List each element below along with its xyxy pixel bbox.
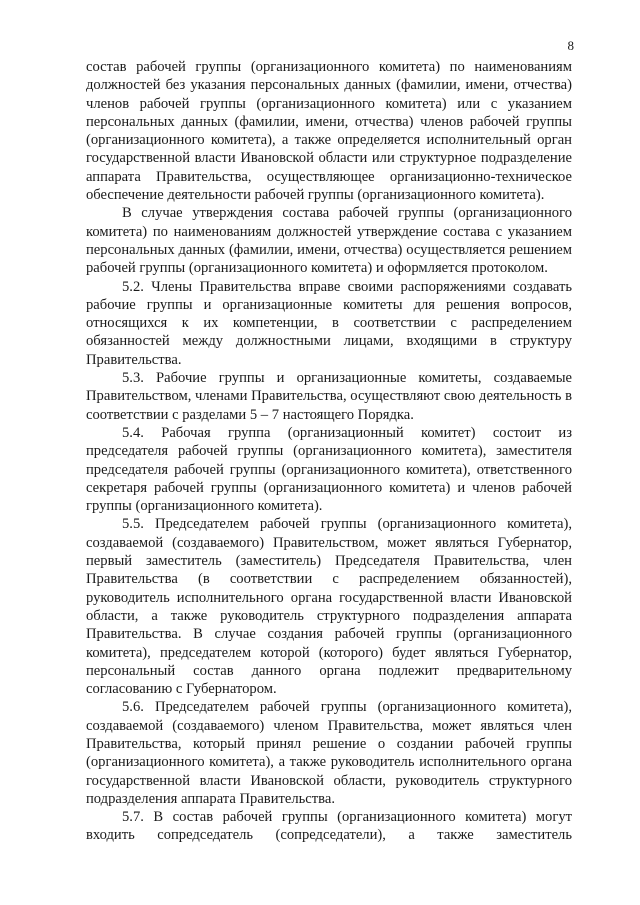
paragraph-approval: В случае утверждения состава рабочей группы (организационного комитета) по наименованиям должностей утверждение состава с указанием персональных данных (фамилии, имени, отчества) осуществляется решением рабочей группы (организационного комитета) и оформляется протоколом. [86,205,572,277]
page-number: 8 [567,38,574,53]
paragraph-5-7: 5.7. В состав рабочей группы (организационного комитета) могут входить сопредседатель (сопредседатели), а также заместитель [86,809,572,844]
paragraph-5-2: 5.2. Члены Правительства вправе своими распоряжениями создавать рабочие группы и организационные комитеты для решения вопросов, относящихся к их компетенции, в соответствии с распределением обязанностей между должностными лицами, входящими в структуру Правительства. [86,278,572,368]
paragraph-5-4: 5.4. Рабочая группа (организационный комитет) состоит из председателя рабочей группы (организационного комитета), заместителя председателя рабочей группы (организационного комитета), ответственного секретаря рабочей группы (организационного комитета) и членов рабочей группы (организационного комитета). [86,424,572,515]
paragraph-composition: состав рабочей группы (организационного комитета) по наименованиям должностей без указания персональных данных (фамилии, имени, отчества) членов рабочей группы (организационного комитета) или с указанием персональных данных (фамилии, имени, отчества) членов рабочей группы (организационного комитета), а также определяется исполнительный орган государственной власти Ивановской области или структурное подразделение аппарата Правительства, осуществляющее организационно-техническое обеспечение деятельности рабочей группы (организационного комитета). [86,59,572,204]
paragraph-5-3: 5.3. Рабочие группы и организационные комитеты, создаваемые Правительством, членами Правительства, осуществляют свою деятельность в соответствии с разделами 5 – 7 настоящего Порядка. [86,370,572,423]
paragraph-5-5: 5.5. Председателем рабочей группы (организационного комитета), создаваемой (создаваемого) Правительством, может являться Губернатор, первый заместитель (заместитель) Председателя Правительства, член Правительства (в соответствии с распределением обязанностей), руководитель исполнительного органа государственной власти Ивановской области, а также руководитель структурного подразделения аппарата Правительства. В случае создания рабочей группы (организационного комитета), председателем которой (которого) будет являться Губернатор, персональный состав данного органа подлежит предварительному согласованию с Губернатором. [86,516,572,698]
paragraph-5-6: 5.6. Председателем рабочей группы (организационного комитета), создаваемой (создаваемого) членом Правительства, может являться член Правительства, который принял решение о создании рабочей группы (организационного комитета), а также руководитель исполнительного органа государственной власти Ивановской области, руководитель структурного подразделения аппарата Правительства. [86,699,572,807]
document-body [86,58,572,845]
